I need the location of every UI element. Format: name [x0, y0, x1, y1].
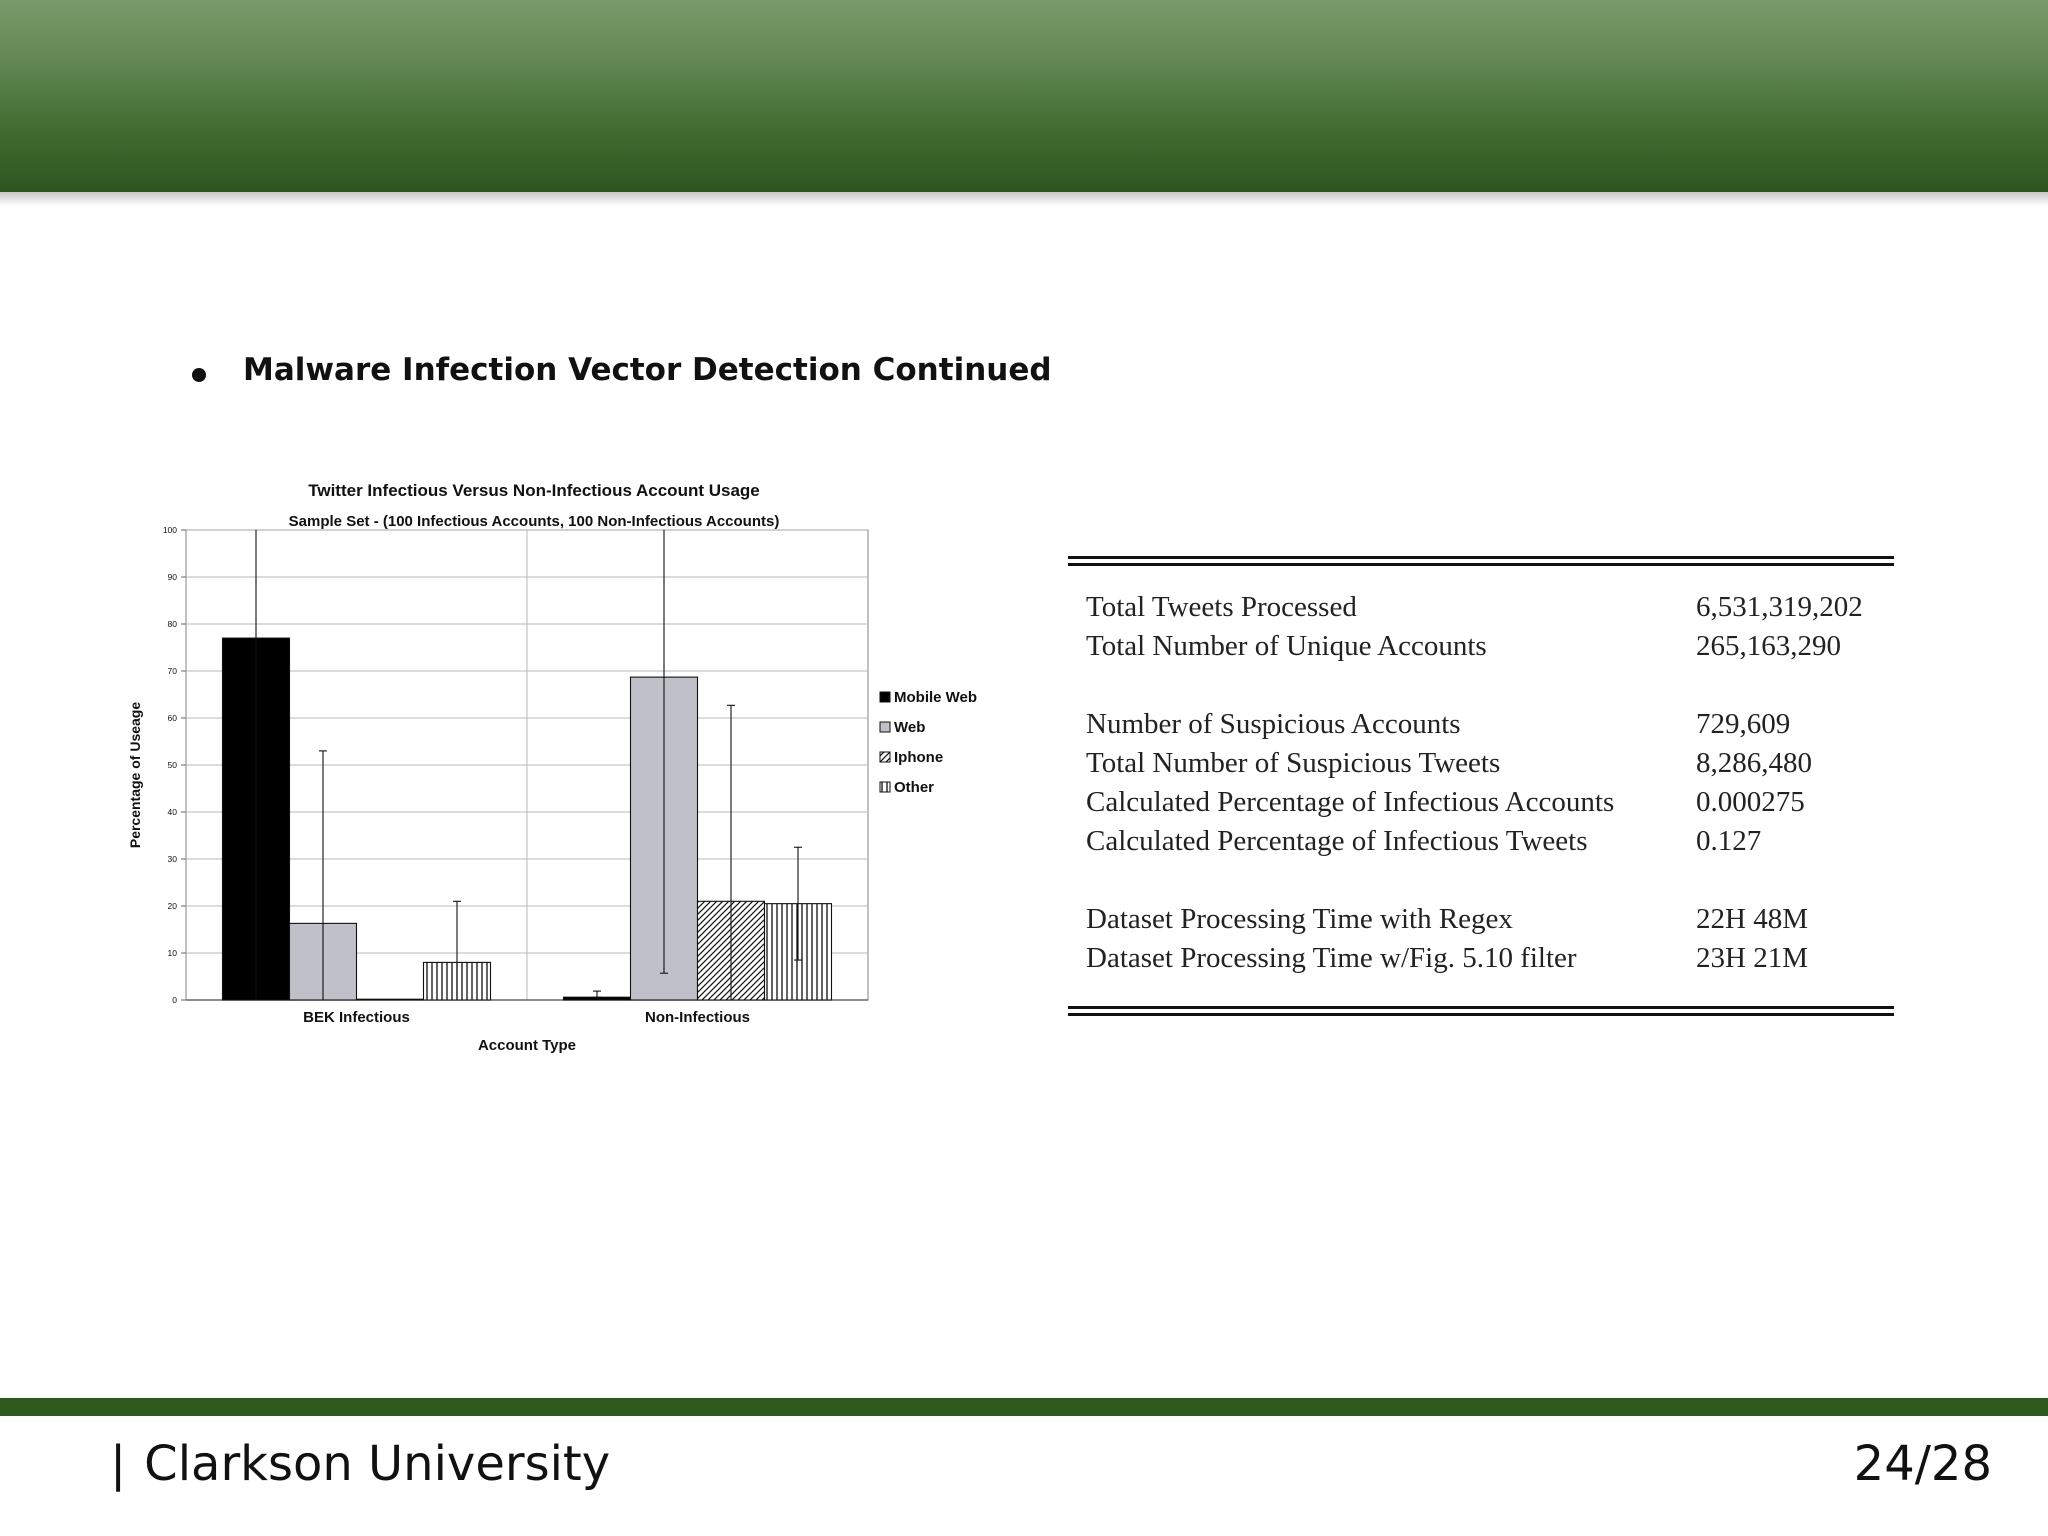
y-tick-label: 50	[167, 760, 177, 770]
table-top-rule	[1068, 556, 1894, 566]
table-row-label: Total Number of Suspicious Tweets	[1086, 747, 1501, 779]
table-row-value: 0.127	[1696, 825, 1762, 857]
chart-subtitle: Sample Set - (100 Infectious Accounts, 100 Non-Infectious Accounts)	[288, 513, 780, 530]
table-row	[1086, 705, 1894, 744]
legend-label: Other	[894, 779, 935, 796]
table-row-label: Number of Suspicious Accounts	[1086, 708, 1461, 740]
y-tick-label: 80	[167, 619, 177, 629]
bullet-heading: Malware Infection Vector Detection Continued	[243, 352, 1052, 388]
header-shadow	[0, 192, 2048, 206]
table-row	[1086, 744, 1894, 783]
legend-swatch	[880, 752, 890, 762]
chart-title: Twitter Infectious Versus Non-Infectious Account Usage	[308, 481, 760, 500]
table-row	[1086, 627, 1894, 666]
y-tick-label: 0	[172, 995, 177, 1005]
footer-institution	[110, 1436, 610, 1492]
y-tick-label: 90	[167, 572, 177, 582]
table-row-value: 8,286,480	[1696, 747, 1812, 779]
bullet-dot	[192, 368, 206, 382]
table-row	[1086, 900, 1894, 939]
x-axis-title: Account Type	[477, 1037, 577, 1054]
footer-institution-text: Clarkson University	[144, 1436, 611, 1492]
table-bottom-rule	[1068, 1006, 1894, 1016]
page-number: 24/28	[1853, 1436, 1992, 1492]
table-row-value: 265,163,290	[1696, 630, 1841, 662]
legend-swatch	[880, 692, 890, 702]
x-tick-label: BEK Infectious	[303, 1009, 410, 1026]
table-row-label: Total Number of Unique Accounts	[1086, 630, 1487, 662]
table-row	[1086, 783, 1894, 822]
legend-swatch	[880, 722, 890, 732]
usage-bar-chart	[110, 470, 1010, 1060]
y-axis-title: Percentage of Useage	[127, 701, 143, 849]
footer-separator: |	[110, 1436, 127, 1492]
bar-iphone	[357, 999, 424, 1000]
y-tick-label: 40	[167, 807, 177, 817]
table-row	[1086, 939, 1894, 978]
table-row-label: Dataset Processing Time with Regex	[1086, 903, 1513, 935]
table-row-value: 23H 21M	[1696, 942, 1808, 974]
legend-label: Iphone	[894, 749, 944, 766]
y-tick-label: 100	[162, 525, 177, 535]
y-tick-label: 60	[167, 713, 177, 723]
y-tick-label: 30	[167, 854, 177, 864]
x-tick-label: Non-Infectious	[645, 1009, 750, 1026]
table-row-label: Total Tweets Processed	[1086, 591, 1357, 623]
table-row-label: Calculated Percentage of Infectious Accounts	[1086, 786, 1615, 818]
statistics-table	[1068, 556, 1894, 1016]
legend-label: Mobile Web	[894, 689, 978, 706]
table-row-value: 729,609	[1696, 708, 1791, 740]
y-tick-label: 70	[167, 666, 177, 676]
table-row	[1086, 822, 1894, 861]
legend-swatch	[880, 782, 890, 792]
table-row	[1086, 588, 1894, 627]
y-tick-label: 10	[167, 948, 177, 958]
table-row-value: 22H 48M	[1696, 903, 1808, 935]
table-row-value: 6,531,319,202	[1696, 591, 1863, 623]
table-row-label: Dataset Processing Time w/Fig. 5.10 filter	[1086, 942, 1577, 974]
table-row-label: Calculated Percentage of Infectious Tweets	[1086, 825, 1588, 857]
y-tick-label: 20	[167, 901, 177, 911]
table-row-value: 0.000275	[1696, 786, 1805, 818]
footer-band	[0, 1398, 2048, 1416]
header-band	[0, 0, 2048, 192]
legend-label: Web	[894, 719, 926, 736]
